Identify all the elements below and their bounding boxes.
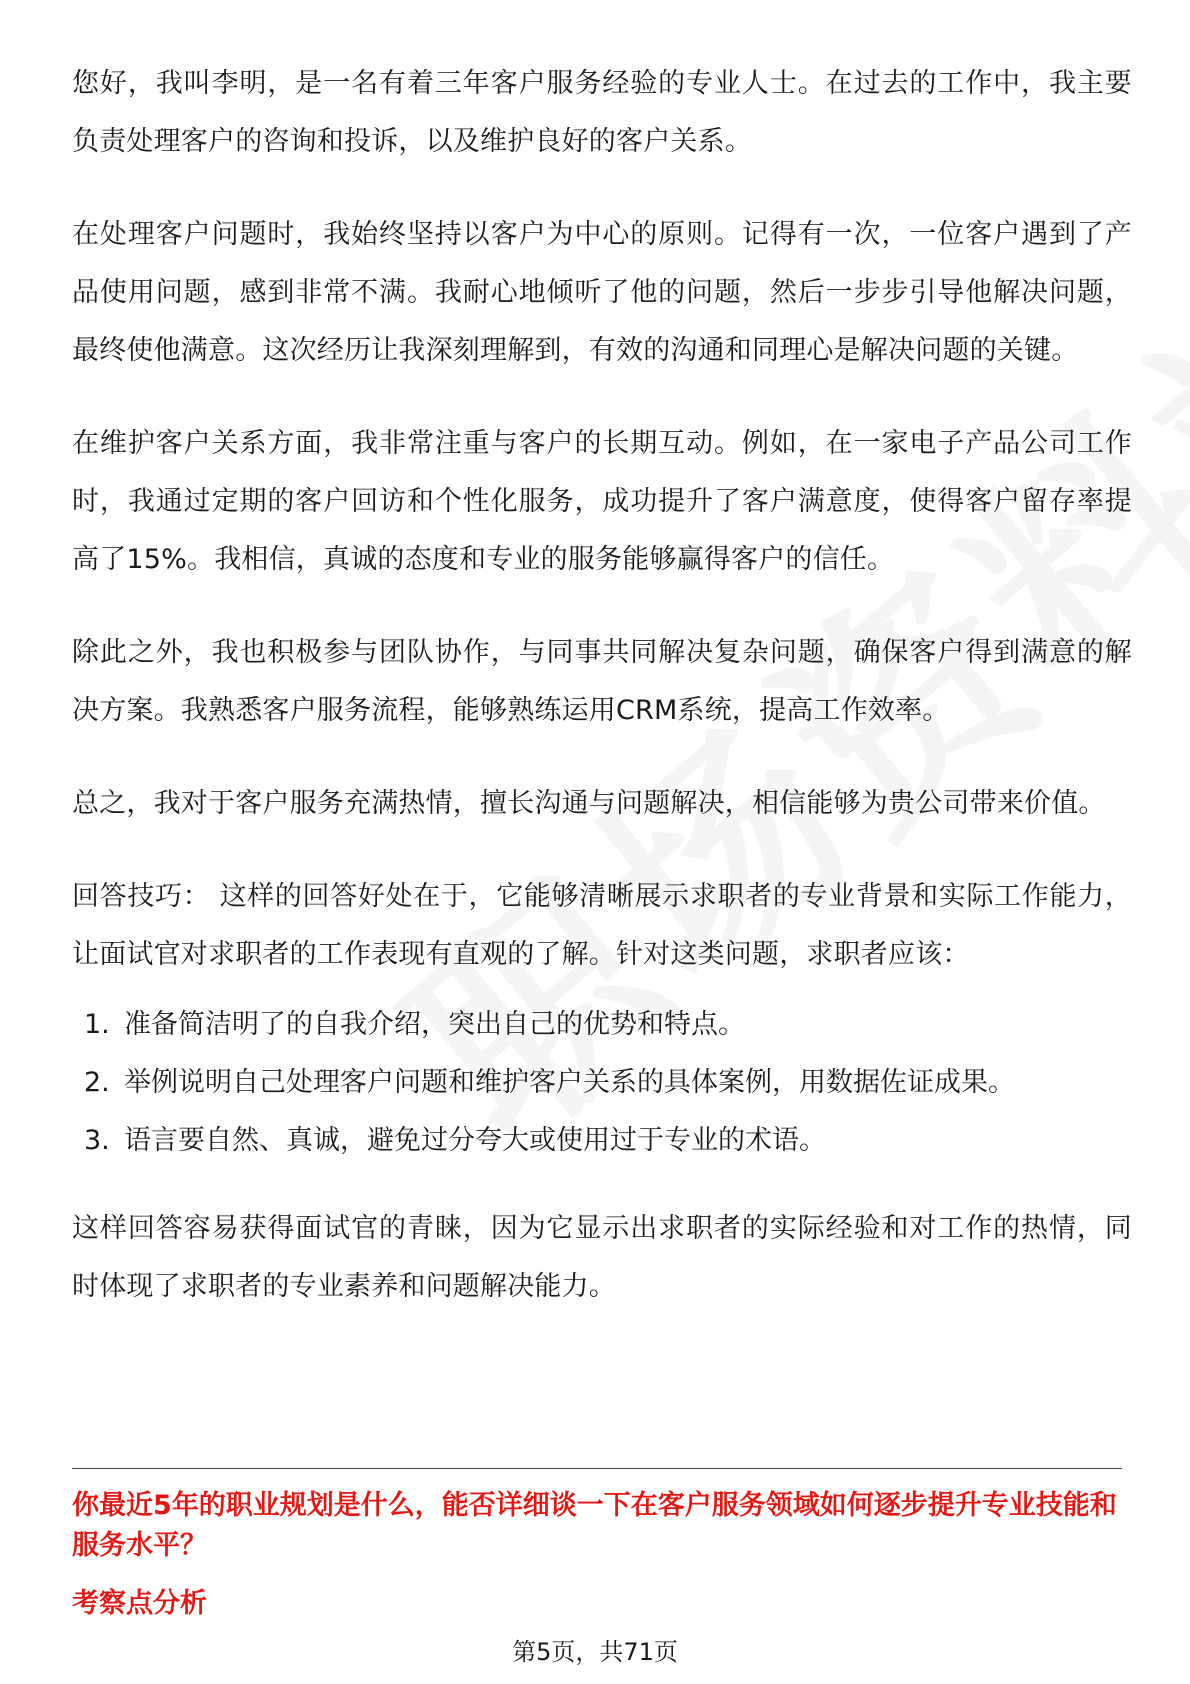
paragraph-relationship: 在维护客户关系方面，我非常注重与客户的长期互动。例如，在一家电子产品公司工作时，我通过定期的客户回访和个性化服务，成功提升了客户满意度，使得客户留存率提高了15%。我相信，真诚的态度和专业的服务能够赢得客户的信任。: [72, 428, 1132, 575]
next-question-heading: 你最近5年的职业规划是什么，能否详细谈一下在客户服务领域如何逐步提升专业技能和服务水平？: [72, 1490, 1117, 1561]
list-number: 1.: [84, 1009, 110, 1040]
list-item: [72, 1112, 1132, 1170]
tips-list: [72, 996, 1132, 1170]
paragraph-tips-intro: 回答技巧： 这样的回答好处在于，它能够清晰展示求职者的专业背景和实际工作能力，让面试官对求职者的工作表现有直观的了解。针对这类问题，求职者应该：: [72, 881, 1132, 970]
page-number-footer: 第5页，共71页: [512, 1638, 678, 1666]
paragraph-teamwork: 除此之外，我也积极参与团队协作，与同事共同解决复杂问题，确保客户得到满意的解决方案。我熟悉客户服务流程，能够熟练运用CRM系统，提高工作效率。: [72, 637, 1132, 726]
analysis-section-title: 考察点分析: [72, 1588, 207, 1619]
list-text: 举例说明自己处理客户问题和维护客户关系的具体案例，用数据佐证成果。: [124, 1067, 1015, 1098]
paragraph-summary: 总之，我对于客户服务充满热情，擅长沟通与问题解决，相信能够为贵公司带来价值。: [72, 788, 1106, 819]
list-text: 准备简洁明了的自我介绍，突出自己的优势和特点。: [124, 1009, 745, 1040]
list-text: 语言要自然、真诚，避免过分夸大或使用过于专业的术语。: [124, 1125, 826, 1156]
section-divider: [72, 1468, 1122, 1469]
paragraph-closing: 这样回答容易获得面试官的青睐，因为它显示出求职者的实际经验和对工作的热情，同时体现了求职者的专业素养和问题解决能力。: [72, 1213, 1132, 1302]
answer-body: [72, 55, 1132, 1351]
list-item: [72, 1054, 1132, 1112]
paragraph-intro: 您好，我叫李明，是一名有着三年客户服务经验的专业人士。在过去的工作中，我主要负责处理客户的咨询和投诉，以及维护良好的客户关系。: [72, 68, 1132, 157]
list-item: [72, 996, 1132, 1054]
paragraph-problem-solving: 在处理客户问题时，我始终坚持以客户为中心的原则。记得有一次，一位客户遇到了产品使用问题，感到非常不满。我耐心地倾听了他的问题，然后一步步引导他解决问题，最终使他满意。这次经历让我深刻理解到，有效的沟通和同理心是解决问题的关键。: [72, 219, 1132, 366]
list-number: 2.: [84, 1067, 110, 1098]
list-number: 3.: [84, 1125, 110, 1156]
